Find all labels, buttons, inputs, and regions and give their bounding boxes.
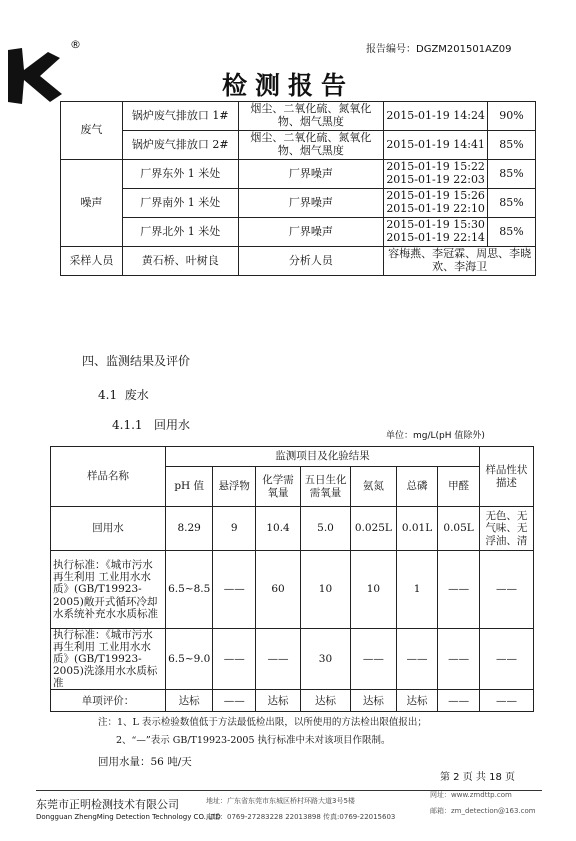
note-2: 2、“—”表示 GB/T19923-2005 执行标准中未对该项目作限制。 [116,735,391,746]
prop-cell: 无色、无气味、无浮油、清 [479,507,533,551]
evaluation-label: 单项评价： [51,690,166,712]
prop-cell: —— [479,690,533,712]
time-cell: 2015-01-19 15:26 2015-01-19 22:10 [384,189,488,218]
value-cell: —— [438,551,480,629]
item-cell: 厂界噪声 [238,189,384,218]
time-cell: 2015-01-19 15:22 2015-01-19 22:03 [384,160,488,189]
analyst-label: 分析人员 [238,247,384,276]
item-cell: 烟尘、二氧化硫、氮氧化物、烟气黑度 [238,131,384,160]
sample-name: 回用水 [51,507,166,551]
company-name-en: Dongguan ZhengMing Detection Technology CO.,LTD [36,813,221,821]
value-cell: —— [396,629,438,690]
value-cell: 达标 [256,690,301,712]
pct-cell: 85% [488,189,536,218]
category-cell: 噪声 [61,160,123,247]
company-name: 东莞市正明检测技术有限公司 [36,798,179,811]
page-number: 第 2 页 共 18 页 [440,772,515,783]
value-cell: 达标 [166,690,213,712]
item-cell: 厂界噪声 [238,218,384,247]
sample-name-header: 样品名称 [51,447,166,507]
water-volume: 回用水量：56 吨/天 [98,756,192,768]
value-cell: —— [256,629,301,690]
section-4-heading: 四、监测结果及评价 [82,354,191,368]
value-cell: 30 [300,629,350,690]
location-cell: 厂界东外 1 米处 [122,160,238,189]
value-cell: 6.5~9.0 [166,629,213,690]
value-cell: 0.05L [438,507,480,551]
analysts: 容梅燕、李冠霖、周思、李晓欢、李海卫 [384,247,536,276]
pct-cell: 85% [488,160,536,189]
company-website: 网址：www.zmdttp.com [430,791,512,799]
value-cell: 达标 [300,690,350,712]
value-cell: —— [351,629,397,690]
pct-cell: 85% [488,131,536,160]
time-cell: 2015-01-19 14:41 [384,131,488,160]
report-number: 报告编号：DGZM201501AZ09 [366,44,512,55]
note-1: 注：1、L 表示检验数值低于方法最低检出限，以所使用的方法检出限值报出； [98,717,427,728]
item-cell: 烟尘、二氧化硫、氮氧化物、烟气黑度 [238,102,384,131]
value-cell: 10 [351,551,397,629]
value-cell: 5.0 [300,507,350,551]
value-cell: 10.4 [256,507,301,551]
col-header: 甲醛 [438,467,480,507]
pct-cell: 85% [488,218,536,247]
value-cell: 0.025L [351,507,397,551]
company-email: 邮箱：zm_detection@163.com [430,807,536,815]
col-header: pH 值 [166,467,213,507]
item-cell: 厂界噪声 [238,160,384,189]
value-cell: 60 [256,551,301,629]
unit-note: 单位：mg/L(pH 值除外) [386,431,485,441]
value-cell: 达标 [396,690,438,712]
prop-cell: —— [479,629,533,690]
value-cell: 10 [300,551,350,629]
group-header: 监测项目及化验结果 [166,447,480,467]
section-4-1-heading: 4.1 废水 [98,388,149,402]
value-cell: —— [213,629,256,690]
value-cell: 8.29 [166,507,213,551]
value-cell: 0.01L [396,507,438,551]
time-cell: 2015-01-19 15:30 2015-01-19 22:14 [384,218,488,247]
pct-cell: 90% [488,102,536,131]
col-header: 氨氮 [351,467,397,507]
location-cell: 厂界南外 1 米处 [122,189,238,218]
location-cell: 锅炉废气排放口 2# [122,131,238,160]
col-header: 五日生化需氧量 [300,467,350,507]
value-cell: —— [213,690,256,712]
category-cell: 废气 [61,102,123,160]
value-cell: 9 [213,507,256,551]
company-phone: 电话：0769-27283228 22013898 传真:0769-22015603 [206,813,396,821]
value-cell: —— [213,551,256,629]
location-cell: 厂界北外 1 米处 [122,218,238,247]
standard-1-name: 执行标准：《城市污水再生利用 工业用水水质》(GB/T19923-2005)敞开式循环冷却水系统补充水水质标准 [51,551,166,629]
samplers: 黄石桥、叶树良 [122,247,238,276]
standard-2-name: 执行标准：《城市污水再生利用 工业用水水质》(GB/T19923-2005)洗涤用水水质标准 [51,629,166,690]
company-address: 地址：广东省东莞市东城区桥村环路大道3号5楼 [206,797,355,805]
results-table [50,446,534,712]
col-header: 悬浮物 [213,467,256,507]
value-cell: —— [438,690,480,712]
time-cell: 2015-01-19 14:24 [384,102,488,131]
sampling-table [60,101,536,276]
section-4-1-1-heading: 4.1.1 回用水 [112,418,191,432]
prop-header: 样品性状描述 [479,447,533,507]
value-cell: —— [438,629,480,690]
value-cell: 6.5~8.5 [166,551,213,629]
col-header: 总磷 [396,467,438,507]
sampler-label: 采样人员 [61,247,123,276]
registered-mark: ® [70,38,81,51]
report-title: 检测报告 [221,71,354,100]
location-cell: 锅炉废气排放口 1# [122,102,238,131]
value-cell: 1 [396,551,438,629]
value-cell: 达标 [351,690,397,712]
col-header: 化学需氧量 [256,467,301,507]
prop-cell: —— [479,551,533,629]
